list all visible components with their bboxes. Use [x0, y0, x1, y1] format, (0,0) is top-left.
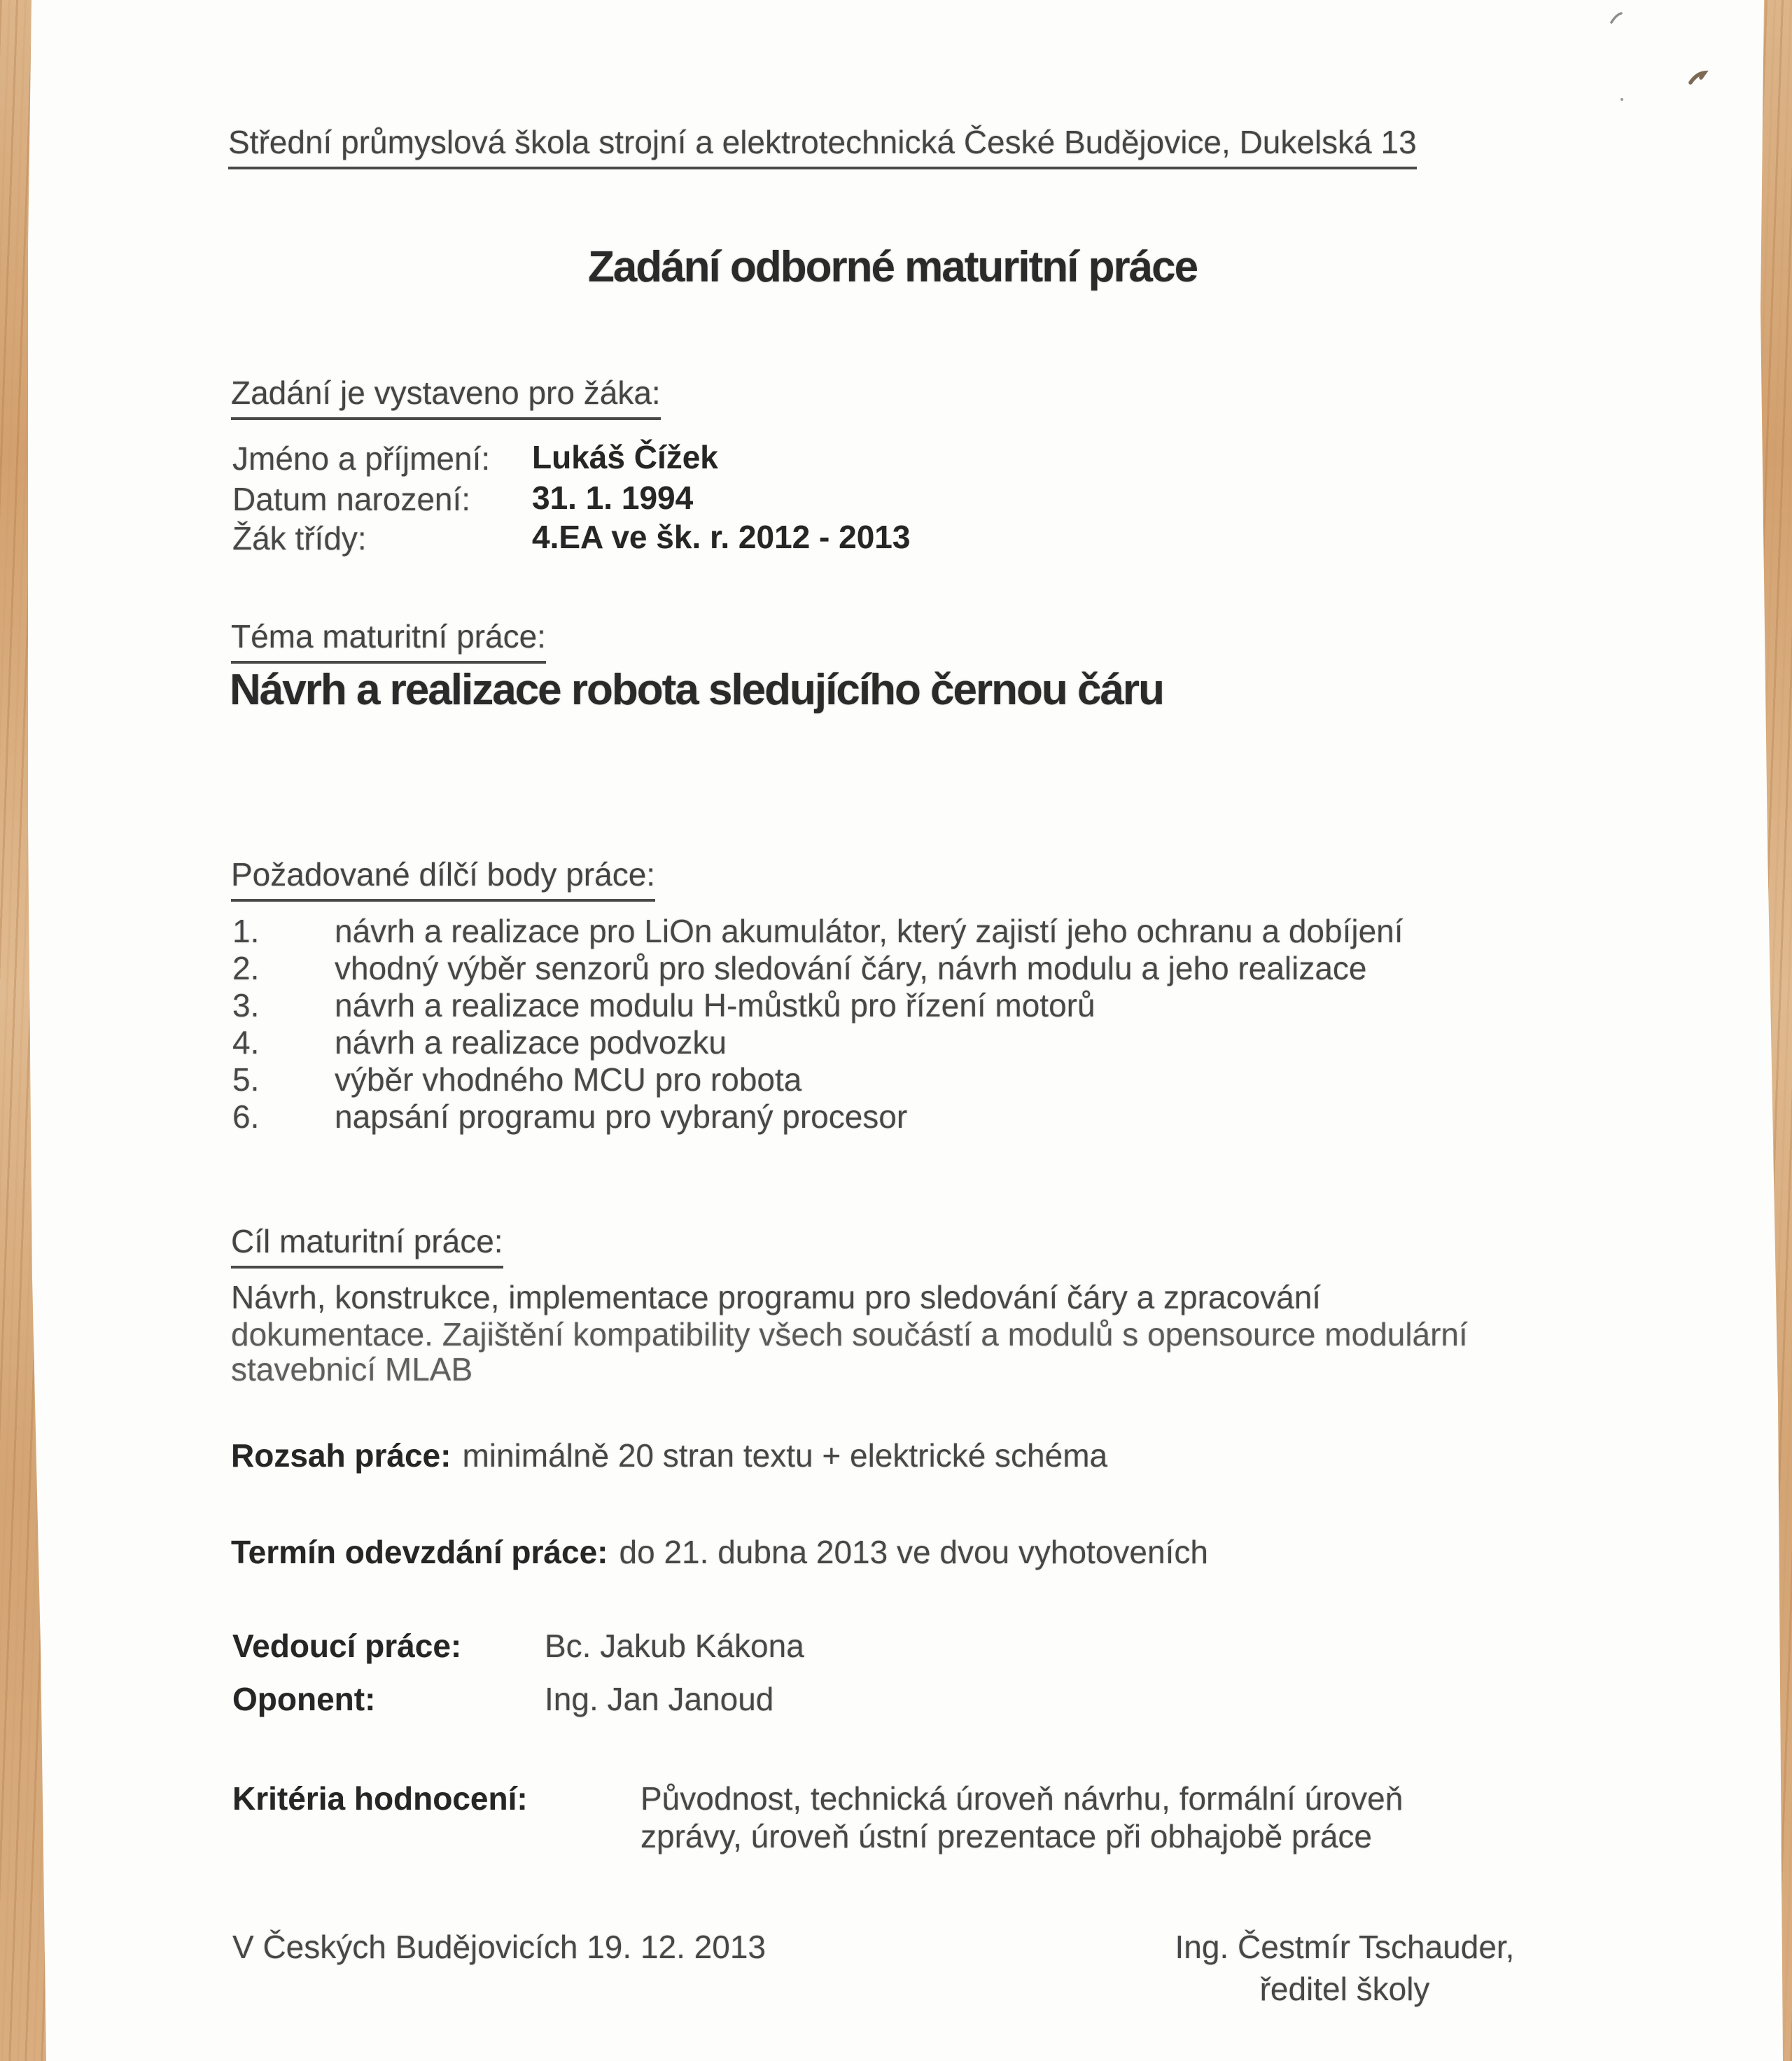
requirement-item-text: napsání programu pro vybraný procesor: [335, 1098, 908, 1135]
requirements-section-heading: Požadované dílčí body práce:: [231, 855, 655, 902]
signature-name: Ing. Čestmír Tschauder,: [1175, 1929, 1515, 1965]
class-value: 4.EA ve šk. r. 2012 - 2013: [532, 519, 911, 555]
criteria-label: Kritéria hodnocení:: [232, 1780, 528, 1817]
requirement-item-text: vhodný výběr senzorů pro sledování čáry, návrh modulu a jeho realizace: [335, 950, 1367, 986]
requirement-item: [232, 1023, 259, 1061]
requirement-item: [232, 912, 259, 950]
requirement-item-text: výběr vhodného MCU pro robota: [335, 1061, 802, 1098]
item-number: 3.: [232, 987, 260, 1023]
requirement-item: [232, 986, 259, 1024]
deadline-row: [231, 1533, 1208, 1571]
student-name-label: Jméno a příjmení:: [232, 440, 491, 477]
requirement-item-text: návrh a realizace podvozku: [335, 1024, 727, 1061]
requirement-item: [232, 1098, 259, 1136]
requirement-item: [232, 1061, 259, 1098]
requirement-item: [232, 949, 259, 987]
deadline-label: Termín odevzdání práce:: [231, 1534, 608, 1570]
item-number: 4.: [232, 1024, 260, 1061]
place-and-date: V Českých Budějovicích 19. 12. 2013: [232, 1929, 766, 1965]
class-label: Žák třídy:: [232, 520, 367, 557]
student-section-heading: Zadání je vystaveno pro žáka:: [231, 374, 661, 420]
wood-surface-right-edge: [1701, 0, 1792, 2061]
birth-date-label: Datum narození:: [232, 481, 471, 517]
ink-speck-marks: [1582, 0, 1792, 140]
wood-surface-left-edge: [0, 0, 56, 2061]
goal-section-heading: Cíl maturitní práce:: [231, 1222, 503, 1269]
deadline-value: do 21. dubna 2013 ve dvou vyhotoveních: [619, 1534, 1208, 1570]
criteria-line: Původnost, technická úroveň návrhu, formální úroveň: [640, 1780, 1404, 1817]
document-title: Zadání odborné maturitní práce: [587, 243, 1198, 291]
school-name-text: Střední průmyslová škola strojní a elektrotechnická České Budějovice, Dukelská 13: [228, 123, 1417, 169]
school-name: [228, 123, 1417, 169]
opponent-label: Oponent:: [232, 1681, 376, 1717]
topic-section-heading: Téma maturitní práce:: [231, 617, 546, 664]
student-name-value: Lukáš Čížek: [532, 439, 718, 475]
item-number: 2.: [232, 950, 260, 986]
supervisor-value: Bc. Jakub Kákona: [545, 1628, 804, 1664]
requirement-item-text: návrh a realizace modulu H-můstků pro řízení motorů: [335, 987, 1096, 1023]
item-number: 5.: [232, 1061, 260, 1098]
thesis-title: Návrh a realizace robota sledujícího černou čáru: [230, 666, 1163, 714]
document-title-row: [231, 242, 1554, 292]
signature-block: [1152, 1928, 1537, 2008]
item-number: 6.: [232, 1098, 260, 1135]
supervisor-label: Vedoucí práce:: [232, 1628, 462, 1664]
requirement-item-text: návrh a realizace pro LiOn akumulátor, který zajistí jeho ochranu a dobíjení: [335, 913, 1404, 949]
scope-value: minimálně 20 stran textu + elektrické schéma: [462, 1437, 1108, 1474]
item-number: 1.: [232, 913, 260, 949]
goal-paragraph-line: dokumentace. Zajištění kompatibility všech součástí a modulů s opensource modulární: [231, 1316, 1468, 1353]
goal-paragraph-line: Návrh, konstrukce, implementace programu pro sledování čáry a zpracování: [231, 1279, 1322, 1315]
scope-row: [231, 1437, 1107, 1474]
birth-date-value: 31. 1. 1994: [532, 480, 694, 516]
signature-role: ředitel školy: [1259, 1971, 1430, 2007]
criteria-line: zprávy, úroveň ústní prezentace při obhajobě práce: [640, 1818, 1372, 1854]
opponent-value: Ing. Jan Janoud: [545, 1681, 774, 1717]
goal-paragraph-line: stavebnicí MLAB: [231, 1351, 473, 1388]
scope-label: Rozsah práce:: [231, 1437, 451, 1474]
